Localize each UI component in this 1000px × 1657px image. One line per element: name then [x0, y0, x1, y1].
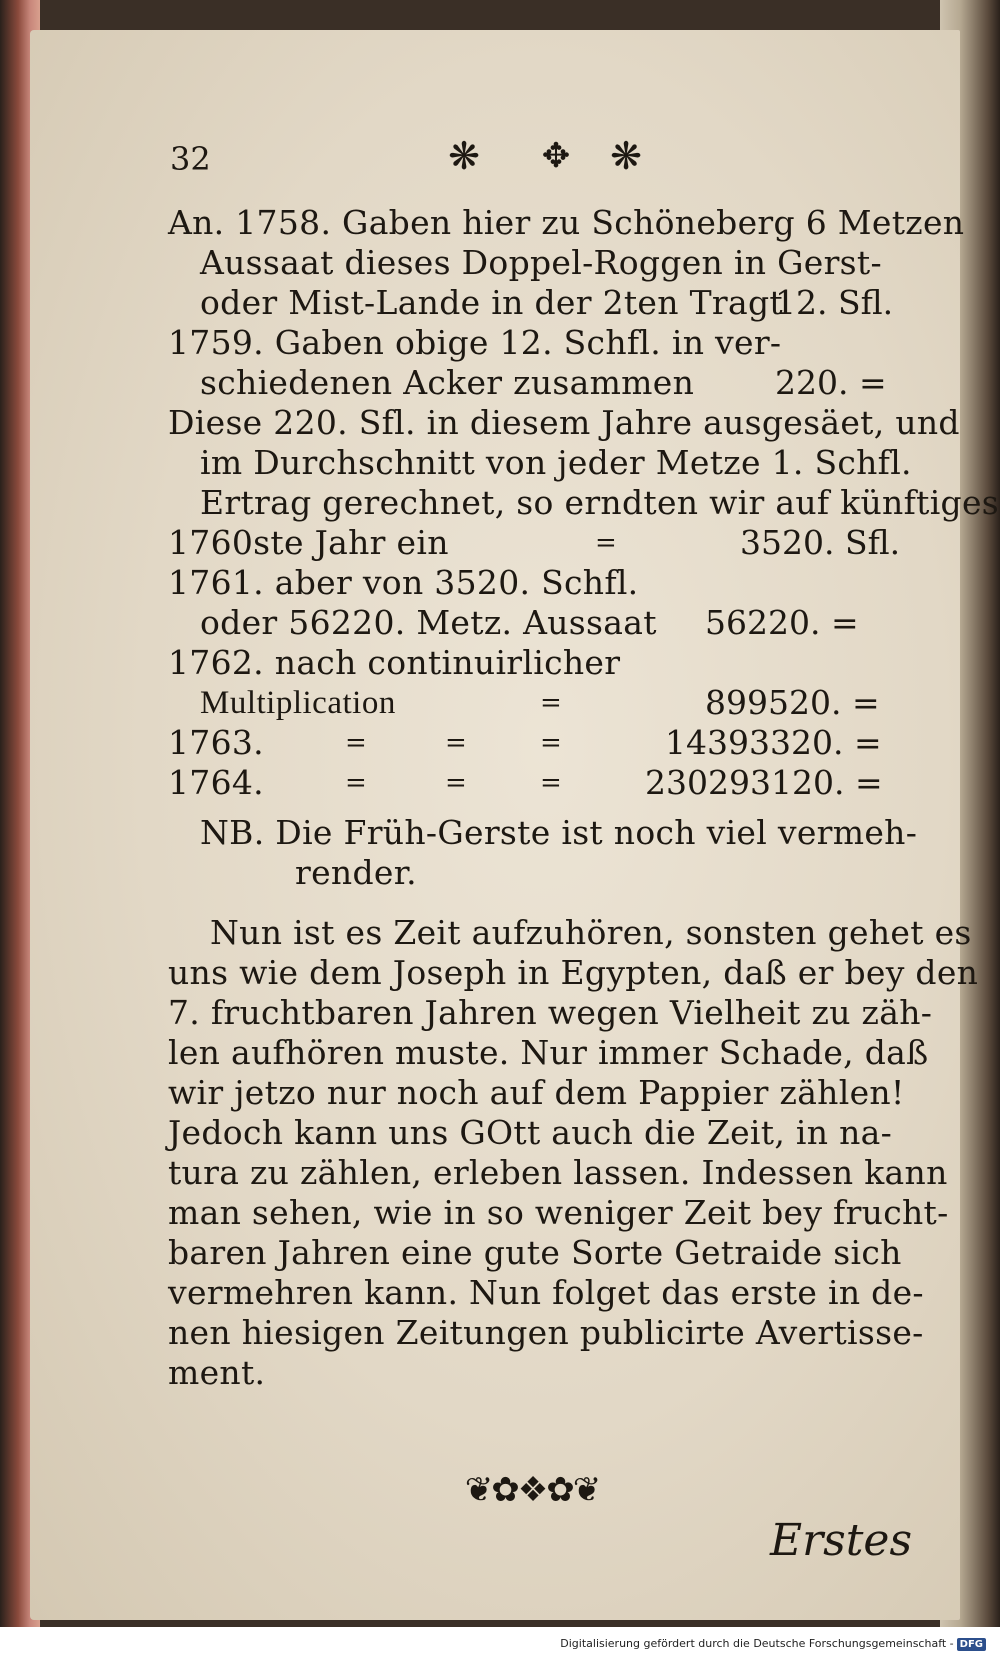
text-line: 1760ste Jahr ein: [168, 523, 449, 562]
text-line: NB. Die Früh-Gerste ist noch viel vermeh-: [200, 813, 918, 852]
ditto-mark: =: [445, 728, 467, 758]
ditto-mark: =: [445, 768, 467, 798]
header-ornament-left-icon: ❋: [448, 134, 480, 178]
page-number: 32: [170, 140, 211, 178]
text-line: oder 56220. Metz. Aussaat: [200, 603, 657, 642]
text-line: Aussaat dieses Doppel-Roggen in Gerst-: [200, 243, 882, 282]
text-line: tura zu zählen, erleben lassen. Indessen kann: [168, 1153, 948, 1192]
text-line: 1759. Gaben obige 12. Schfl. in ver-: [168, 323, 782, 362]
credit-bar: [0, 1627, 1000, 1657]
text-line: render.: [295, 853, 417, 892]
header-ornament-right-icon: ❋: [610, 134, 642, 178]
text-line: Multiplication: [200, 685, 396, 721]
text-line: Nun ist es Zeit aufzuhören, sonsten gehet es: [210, 913, 972, 952]
text-line: Diese 220. Sfl. in diesem Jahre ausgesäet, und: [168, 403, 960, 442]
amount-value: 220. =: [775, 363, 887, 402]
amount-value: 3520. Sfl.: [740, 523, 901, 562]
text-line: uns wie dem Joseph in Egypten, daß er bey den: [168, 953, 979, 992]
text-line: ment.: [168, 1353, 266, 1392]
ditto-mark: =: [345, 768, 367, 798]
amount-value: 56220. =: [705, 603, 859, 642]
text-line: nen hiesigen Zeitungen publicirte Avertisse-: [168, 1313, 924, 1352]
text-line: 1762. nach continuirlicher: [168, 643, 621, 682]
text-line: len aufhören muste. Nur immer Schade, daß: [168, 1033, 929, 1072]
ditto-mark: =: [540, 768, 562, 798]
text-line: schiedenen Acker zusammen: [200, 363, 695, 402]
catchword: Erstes: [770, 1515, 913, 1566]
amount-value: 899520. =: [705, 683, 880, 722]
text-line: 1761. aber von 3520. Schfl.: [168, 563, 639, 602]
text-line: 1763.: [168, 723, 264, 762]
text-line: oder Mist-Lande in der 2ten Tragt: [200, 283, 783, 322]
text-line: im Durchschnitt von jeder Metze 1. Schfl.: [200, 443, 912, 482]
text-line: 1764.: [168, 763, 264, 802]
page-header: [140, 130, 900, 180]
text-line: Jedoch kann uns GOtt auch die Zeit, in na-: [168, 1113, 893, 1152]
text-line: man sehen, wie in so weniger Zeit bey frucht-: [168, 1193, 949, 1232]
text-line: Ertrag gerechnet, so erndten wir auf künftiges: [200, 483, 1000, 522]
text-line: vermehren kann. Nun folget das erste in de-: [168, 1273, 924, 1312]
text-line: wir jetzo nur noch auf dem Pappier zählen!: [168, 1073, 905, 1112]
ditto-mark: =: [595, 528, 617, 558]
amount-value: 230293120. =: [645, 763, 883, 802]
text-line: baren Jahren eine gute Sorte Getraide sich: [168, 1233, 902, 1272]
credit-text: Digitalisierung gefördert durch die Deutsche Forschungsgemeinschaft -: [560, 1637, 954, 1650]
text-line: An. 1758. Gaben hier zu Schöneberg 6 Metzen: [168, 203, 965, 242]
dfg-logo: DFG: [957, 1638, 986, 1651]
amount-value: 12. Sfl.: [775, 283, 894, 322]
header-ornament-center-icon: ✥: [541, 136, 571, 176]
ditto-mark: =: [540, 728, 562, 758]
text-line: 7. fruchtbaren Jahren wegen Vielheit zu zäh-: [168, 993, 933, 1032]
credit-line: [560, 1637, 986, 1651]
ditto-mark: =: [345, 728, 367, 758]
tailpiece-ornament-icon: ❦✿❖✿❦: [464, 1470, 600, 1510]
amount-value: 14393320. =: [665, 723, 882, 762]
ditto-mark: =: [540, 688, 562, 718]
